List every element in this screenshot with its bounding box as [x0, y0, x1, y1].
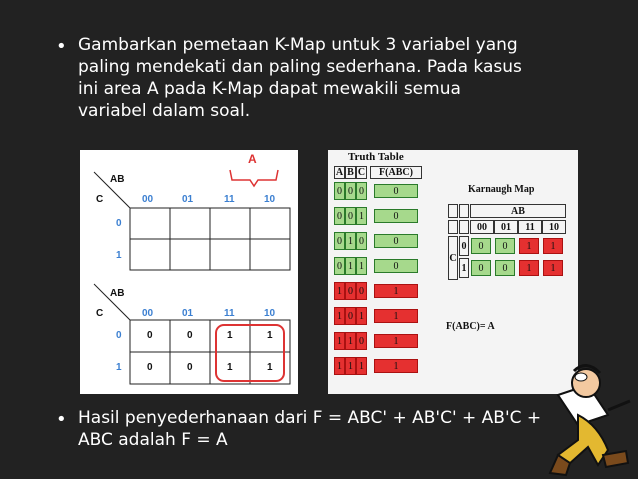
kmap-cell: 1 — [227, 362, 233, 373]
truth-table-cell: 0 — [356, 332, 367, 350]
truth-table-cell: 1 — [345, 257, 356, 275]
truth-table-cell: 1 — [356, 357, 367, 375]
truth-table-output: 0 — [374, 184, 418, 198]
truth-table-cell: 1 — [345, 232, 356, 250]
km-row-var: C — [448, 236, 458, 280]
km-blank — [459, 204, 469, 218]
truth-table-cell: 1 — [334, 332, 345, 350]
km-col-var: AB — [470, 204, 566, 218]
col-header: 00 — [142, 194, 154, 205]
col-header: 01 — [182, 194, 194, 205]
row-var-label: C — [96, 308, 104, 319]
bullet-text-result: Hasil penyederhanaan dari F = ABC' + AB'C' + AB'C + ABC adalah F = A — [78, 408, 542, 450]
kmap-cell: 0 — [147, 362, 153, 373]
col-header: 11 — [224, 308, 235, 319]
karnaugh-result: F(ABC)= A — [446, 321, 495, 332]
truth-table-cell: 0 — [345, 182, 356, 200]
km-cell: 1 — [543, 260, 563, 276]
truth-table-header: B — [345, 166, 356, 179]
truth-table-cell: 1 — [356, 307, 367, 325]
truth-table-output: 0 — [374, 209, 418, 223]
truth-table-cell: 0 — [356, 232, 367, 250]
kmap-cell: 1 — [227, 330, 233, 341]
col-header: 00 — [142, 308, 154, 319]
truth-table-cell: 0 — [345, 282, 356, 300]
truth-table-cell: 0 — [356, 182, 367, 200]
truth-table-output: 0 — [374, 259, 418, 273]
kmap-cell: 0 — [187, 330, 193, 341]
truth-table-header: A — [335, 167, 344, 178]
truth-table-cell: 0 — [345, 207, 356, 225]
truth-table-header: C — [357, 167, 366, 178]
row-header: 1 — [116, 362, 122, 373]
km-col-header: 11 — [518, 220, 542, 234]
km-cell: 1 — [519, 238, 539, 254]
km-col-header: 01 — [494, 220, 518, 234]
truth-table-cell: 0 — [334, 232, 345, 250]
kmap-top-grid — [130, 208, 290, 270]
bullet-text-instructions: Gambarkan pemetaan K-Map untuk 3 variabel yang paling mendekati dan paling sederhana. Pada kasus ini area A pada K-Map dapat mewakili semua variabel dalam soal. — [78, 35, 522, 121]
km-row-header: 1 — [459, 258, 469, 278]
km-col-header: 00 — [470, 220, 494, 234]
truth-table-header: F(ABC) — [370, 166, 422, 179]
kmap-cell: 1 — [267, 330, 273, 341]
km-cell: 1 — [543, 238, 563, 254]
kmap-figure — [80, 150, 298, 394]
truth-table-cell: 1 — [356, 207, 367, 225]
truth-table-output: 1 — [374, 284, 418, 298]
truth-table-output: 1 — [374, 359, 418, 373]
bullet-marker: • — [56, 36, 67, 57]
truth-table-cell: 1 — [345, 332, 356, 350]
group-label: A — [248, 152, 257, 166]
truth-table-cell: 0 — [345, 307, 356, 325]
truth-table-cell: 1 — [356, 257, 367, 275]
karnaugh-map-title: Karnaugh Map — [468, 184, 535, 195]
row-header: 1 — [116, 250, 122, 261]
km-blank — [459, 220, 469, 234]
kmap-cell: 0 — [187, 362, 193, 373]
truth-table-cell: 0 — [334, 257, 345, 275]
truth-table-cell: 1 — [334, 307, 345, 325]
truth-table-output: 1 — [374, 309, 418, 323]
col-header: 11 — [224, 194, 235, 205]
km-blank — [448, 204, 458, 218]
km-row-header: 0 — [459, 236, 469, 256]
truth-table-cell: 0 — [334, 182, 345, 200]
kmap-svg — [80, 150, 298, 394]
col-header: 10 — [264, 308, 276, 319]
truth-table-cell: 1 — [334, 282, 345, 300]
col-var-label: AB — [110, 174, 125, 185]
truth-table-cell: 1 — [345, 357, 356, 375]
km-cell: 0 — [495, 260, 515, 276]
km-cell: 0 — [471, 238, 491, 254]
col-header: 01 — [182, 308, 194, 319]
truth-table-cell: 0 — [356, 282, 367, 300]
row-header: 0 — [116, 218, 122, 229]
truth-table-title: Truth Table — [348, 151, 404, 163]
row-var-label: C — [96, 194, 104, 205]
kmap-cell: 1 — [267, 362, 273, 373]
col-var-label: AB — [110, 288, 125, 299]
truth-table-cell: 0 — [334, 207, 345, 225]
km-cell: 0 — [471, 260, 491, 276]
truth-table-output: 1 — [374, 334, 418, 348]
row-header: 0 — [116, 330, 122, 341]
kmap-bottom-grid — [130, 320, 290, 384]
truth-table-output: 0 — [374, 234, 418, 248]
km-blank — [448, 220, 458, 234]
km-col-header: 10 — [542, 220, 566, 234]
group-bracket — [230, 170, 278, 186]
kmap-cell: 0 — [147, 330, 153, 341]
km-cell: 1 — [519, 260, 539, 276]
truth-table-cell: 1 — [334, 357, 345, 375]
truth-table-figure — [328, 150, 578, 394]
km-cell: 0 — [495, 238, 515, 254]
col-header: 10 — [264, 194, 276, 205]
bullet-marker: • — [56, 409, 67, 430]
running-man-illustration — [548, 355, 638, 479]
